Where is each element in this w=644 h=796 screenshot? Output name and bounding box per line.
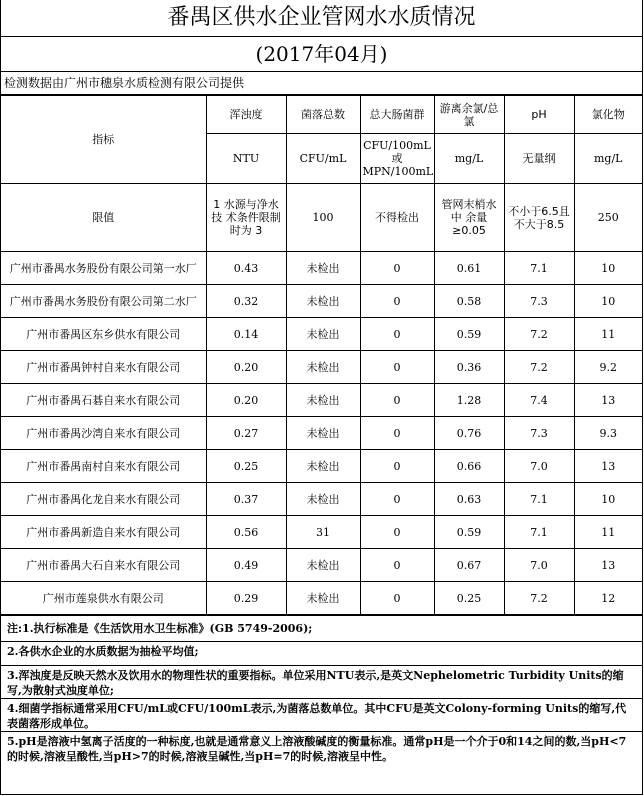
cell-value: 10	[574, 285, 642, 318]
cell-value: 0	[360, 582, 434, 615]
cell-value: 0.37	[206, 483, 286, 516]
cell-value: 0.27	[206, 417, 286, 450]
cell-value: 0.49	[206, 549, 286, 582]
cell-value: 7.4	[504, 384, 574, 417]
table-row	[1, 384, 642, 417]
cell-value: 0	[360, 384, 434, 417]
cell-value: 0	[360, 252, 434, 285]
cell-value: 10	[574, 252, 642, 285]
company-name: 广州市番禺石碁自来水有限公司	[1, 384, 206, 417]
cell-value: 未检出	[286, 351, 360, 384]
company-name: 广州市番禺南村自来水有限公司	[1, 450, 206, 483]
cell-value: 0.25	[206, 450, 286, 483]
cell-value: 0.76	[434, 417, 504, 450]
company-name: 广州市番禺钟村自来水有限公司	[1, 351, 206, 384]
notes-section	[1, 615, 642, 782]
cell-value: 0.25	[434, 582, 504, 615]
cell-value: 7.2	[504, 318, 574, 351]
company-name: 广州市莲泉供水有限公司	[1, 582, 206, 615]
column-name: pH	[504, 96, 574, 134]
cell-value: 13	[574, 450, 642, 483]
column-name: 总大肠菌群	[360, 96, 434, 134]
limit-value: 100	[286, 184, 360, 252]
cell-value: 未检出	[286, 252, 360, 285]
table-row	[1, 351, 642, 384]
cell-value: 0	[360, 318, 434, 351]
cell-value: 10	[574, 483, 642, 516]
cell-value: 未检出	[286, 450, 360, 483]
company-name: 广州市番禺区东乡供水有限公司	[1, 318, 206, 351]
cell-value: 12	[574, 582, 642, 615]
column-unit: CFU/100mL 或 MPN/100mL	[360, 134, 434, 184]
cell-value: 未检出	[286, 384, 360, 417]
cell-value: 0.20	[206, 351, 286, 384]
cell-value: 0.56	[206, 516, 286, 549]
cell-value: 7.2	[504, 351, 574, 384]
cell-value: 7.2	[504, 582, 574, 615]
indicator-label: 指标	[1, 96, 206, 184]
cell-value: 7.1	[504, 516, 574, 549]
table-row	[1, 417, 642, 450]
cell-value: 0.66	[434, 450, 504, 483]
cell-value: 0.61	[434, 252, 504, 285]
cell-value: 未检出	[286, 582, 360, 615]
table-row	[1, 450, 642, 483]
column-unit: mg/L	[574, 134, 642, 184]
cell-value: 0	[360, 549, 434, 582]
limit-value: 1 水源与净水技 术条件限制时为 3	[206, 184, 286, 252]
cell-value: 13	[574, 384, 642, 417]
limit-row	[1, 184, 642, 252]
data-source: 检测数据由广州市穗泉水质检测有限公司提供	[1, 72, 642, 95]
water-quality-table	[1, 95, 642, 615]
cell-value: 11	[574, 318, 642, 351]
column-unit: NTU	[206, 134, 286, 184]
cell-value: 0.36	[434, 351, 504, 384]
cell-value: 31	[286, 516, 360, 549]
company-name: 广州市番禺水务股份有限公司第一水厂	[1, 252, 206, 285]
cell-value: 0	[360, 417, 434, 450]
cell-value: 未检出	[286, 549, 360, 582]
company-name: 广州市番禺大石自来水有限公司	[1, 549, 206, 582]
cell-value: 7.0	[504, 450, 574, 483]
cell-value: 0.20	[206, 384, 286, 417]
cell-value: 0	[360, 516, 434, 549]
limit-label: 限值	[1, 184, 206, 252]
cell-value: 7.1	[504, 252, 574, 285]
limit-value: 不小于6.5且不大于8.5	[504, 184, 574, 252]
cell-value: 0.59	[434, 516, 504, 549]
company-name: 广州市番禺沙湾自来水有限公司	[1, 417, 206, 450]
column-name: 氯化物	[574, 96, 642, 134]
note-item: 3.浑浊度是反映天然水及饮用水的物理性状的重要指标。单位采用NTU表示,是英文Nephelometric Turbidity Units的缩写,为散射式浊度单位;	[1, 665, 642, 698]
table-row	[1, 549, 642, 582]
cell-value: 未检出	[286, 318, 360, 351]
cell-value: 0.14	[206, 318, 286, 351]
cell-value: 7.3	[504, 417, 574, 450]
table-row	[1, 252, 642, 285]
cell-value: 0.63	[434, 483, 504, 516]
cell-value: 0	[360, 483, 434, 516]
cell-value: 未检出	[286, 285, 360, 318]
cell-value: 7.1	[504, 483, 574, 516]
cell-value: 7.0	[504, 549, 574, 582]
column-unit: mg/L	[434, 134, 504, 184]
column-name: 游离余氯/总氯	[434, 96, 504, 134]
cell-value: 11	[574, 516, 642, 549]
company-name: 广州市番禺化龙自来水有限公司	[1, 483, 206, 516]
limit-value: 250	[574, 184, 642, 252]
cell-value: 0.67	[434, 549, 504, 582]
cell-value: 未检出	[286, 417, 360, 450]
cell-value: 0.59	[434, 318, 504, 351]
cell-value: 7.3	[504, 285, 574, 318]
table-row	[1, 483, 642, 516]
limit-value: 不得检出	[360, 184, 434, 252]
table-row	[1, 582, 642, 615]
header-row-names	[1, 96, 642, 134]
cell-value: 13	[574, 549, 642, 582]
note-item: 2.各供水企业的水质数据为抽检平均值;	[1, 641, 642, 665]
column-name: 菌落总数	[286, 96, 360, 134]
note-item: 4.细菌学指标通常采用CFU/mL或CFU/100mL表示,为菌落总数单位。其中CFU是英文Colony-forming Units的缩写,代表菌落形成单位。	[1, 698, 642, 731]
cell-value: 0.29	[206, 582, 286, 615]
cell-value: 0	[360, 351, 434, 384]
note-item: 注:1.执行标准是《生活饮用水卫生标准》(GB 5749-2006);	[1, 615, 642, 641]
cell-value: 9.2	[574, 351, 642, 384]
cell-value: 0.43	[206, 252, 286, 285]
page-title: 番禺区供水企业管网水水质情况	[1, 0, 642, 37]
company-name: 广州市番禺新造自来水有限公司	[1, 516, 206, 549]
limit-value: 管网末梢水中 余量≥0.05	[434, 184, 504, 252]
column-unit: CFU/mL	[286, 134, 360, 184]
cell-value: 0.32	[206, 285, 286, 318]
page-subtitle: (2017年04月)	[1, 37, 642, 72]
cell-value: 0.58	[434, 285, 504, 318]
cell-value: 1.28	[434, 384, 504, 417]
cell-value: 0	[360, 285, 434, 318]
company-name: 广州市番禺水务股份有限公司第二水厂	[1, 285, 206, 318]
note-item: 5.pH是溶液中氢离子活度的一种标度,也就是通常意义上溶液酸碱度的衡量标准。通常pH是一个介于0和14之间的数,当pH<7的时候,溶液呈酸性,当pH>7的时候,溶液呈碱性,当pH=7的时候,溶液呈中性。	[1, 731, 642, 782]
cell-value: 未检出	[286, 483, 360, 516]
table-row	[1, 516, 642, 549]
column-unit: 无量纲	[504, 134, 574, 184]
table-row	[1, 285, 642, 318]
cell-value: 0	[360, 450, 434, 483]
cell-value: 9.3	[574, 417, 642, 450]
table-row	[1, 318, 642, 351]
column-name: 浑浊度	[206, 96, 286, 134]
